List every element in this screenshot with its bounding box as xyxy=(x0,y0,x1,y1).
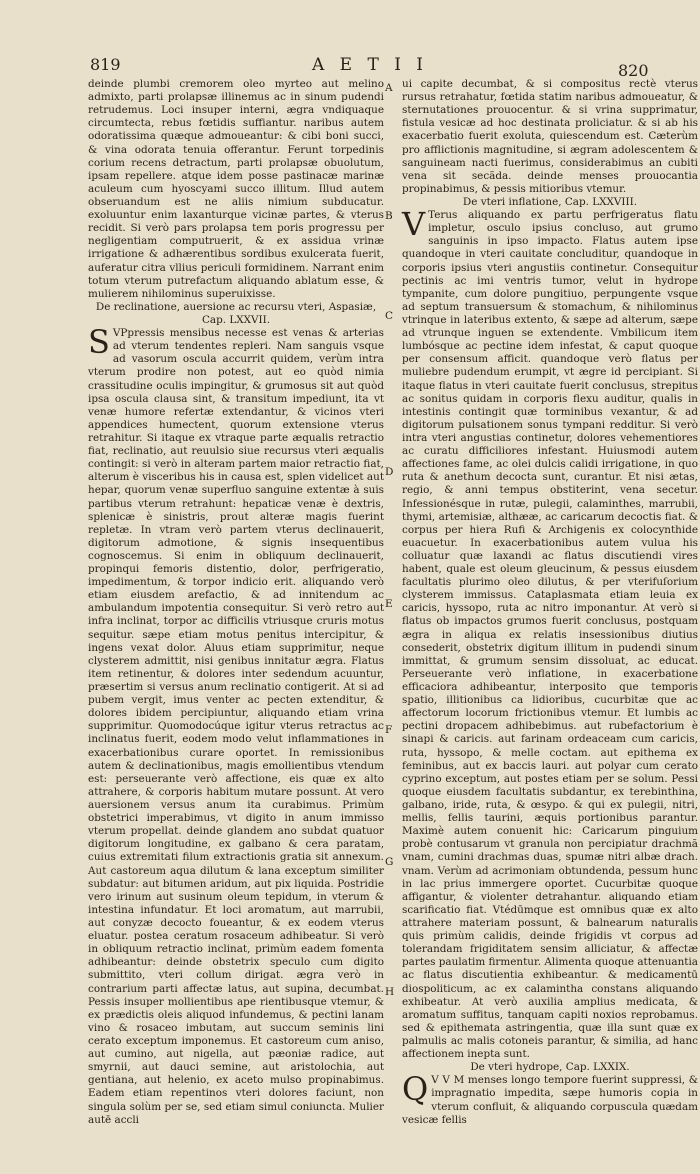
drop-cap: S xyxy=(88,323,110,362)
paragraph-text: V V M menses longo tempore fuerint suppressi, & impragnatio impedita, sæpe humoris copia in vterum confluit, & aliquando corpuscula quædam vesicæ fellis xyxy=(402,1074,698,1126)
page-number-left: 819 xyxy=(90,55,121,74)
left-column xyxy=(88,78,384,1127)
margin-letter: B xyxy=(385,210,393,222)
paragraph xyxy=(402,1070,698,1126)
paragraph xyxy=(402,205,698,1061)
margin-letter: A xyxy=(385,82,393,94)
paragraph: ui capite decumbat, & si compositus rectè vterus rursus retrahatur, fœtida statim naribus admoueatur, & sternutationes prouocentur. & si vrina supprimatur, fistula vesicæ ad hoc destinata proliciatur. & si ab his exacerbatio fuerit exoluta, quiescendum est. Cæterùm pro afflictionis magnitudine, si ægram adolescentem & sanguineam nacti fuerimus, considerabimus an cubiti vena sit secãda. deinde menses prouocantia propinabimus, & pessis mitioribus vtemur. xyxy=(402,78,698,195)
running-title: A E T I I xyxy=(311,55,429,75)
margin-letter: G xyxy=(385,856,394,868)
paragraph xyxy=(88,323,384,1127)
right-column xyxy=(402,78,698,1127)
margin-letter: C xyxy=(385,310,394,322)
margin-letter: H xyxy=(385,986,395,998)
paragraph-text: VPpressis mensibus necesse est venas & arterias ad vterum tendentes repleri. Nam sanguis vsque ad vasorum osculа accurrit quidem, verùm intra vterum prodire non potest, aut eo quòd nimia crassitudine oculis impingitur, & grumosus sit aut quòd ipsa oscula clausa sint, & transitum impediunt, ita vt venæ humore refertæ extendantur, & vicinos vteri appendices humectent, quorum extensione vterus retrahitur. Si itaque ex vtraque parte æqualis retractio fiat, reclinatio, aut reuulsio siue recursus vteri æqualis contingit: si verò in alteram partem maior retractio fiat, alterum è visceribus his in causa est, splen videlicet aut hepar, quorum venæ superfluo sanguine extentæ à suis partibus vterum retrahunt: hepaticæ venæ è dextris, splenicæ è sinistris, prout alteræ magis fuerint repletæ. In vtram verò partem vterus declinauerit, digitorum admotione, & signis insequentibus cognoscemus. Si enim in obliquum declinauerit, propinqui femoris distentio, dolor, perfrigeratio, impedimentum, & torpor indicio erit. aliquando verò etiam eiusdem arefactio, & ad innitendum ac ambulandum impotentia consequitur. Si verò retro aut infra inclinat, torpor ac difficilis vtriusque cruris motus sequitur. sæpe etiam motus penitus intercipitur, & ingens vexat dolor. Aluus etiam supprimitur, neque clysterem admittit, nisi genibus innitatur ægra. Flatus item retinentur, & dolores inter sedendum acuuntur, præsertim si versus anum reclinatio contigerit. At si ad pubem vergit, imus venter ac pecten extenditur, & dolores ibidem percipiuntur, aliquando etiam vrina supprimitur. Quomodocúque igitur vterus retractus ac inclinatus fuerit, eodem modo velut inflammationes in exacerbationibus curare oportet. In remissionibus autem & declinationibus, magis emollientibus vtendum est: perseuerante verò affectione, eis quæ ex alto attrahere, & corporis habitum mutare possunt. At vero auersionem versus anum ita curabimus. Primùm obstetrici imperabimus, vt digito in anum immisso vterum propellat. deinde glandem ano subdat quatuor digitorum longitudine, ex galbano & cera paratam, cuius extremitati filum extractionis gratia sit annexum. Aut castoreum aqua dilutum & lana exceptum similiter subdatur: aut bitumen aridum, aut pix liquida. Postridie vero irinum aut susinum oleum tepidum, in vterum & intestina infundatur. Et loci aromatum, aut marrubii, aut conyzæ decocto foueantur, & ex eodem vterus eluatur. postea ceratum rosaceum adhibeatur. Si verò in obliquum retractio inclinat, primùm eadem fomenta adhibeantur: deinde obstetrix speculo cum digito submittito, vteri collum dirigat. ægra verò in contrarium parti affectæ latus, aut supina, decumbat. Pessis insuper mollientibus ape rientibusque vtemur, & ex prædictis oleis aliquod infundemus, & pectini lanam vino & rosaceo imbutam, aut succum seminis lini cerato exceptum imponemus. Et castoreum cum aniso, aut cumino, aut nigella, aut pæoniæ radice, aut smyrnii, aut dauci semine, aut aristolochia, aut gentiana, aut helenio, ex aceto mulso propinabimus. Eadem etiam repentinos vteri dolores faciunt, non singula solùm per se, sed etiam simul coniuncta. Mulier autē accli xyxy=(88,327,384,1126)
paragraph: deinde plumbi cremorem oleo myrteo aut melino admixto, parti prolapsæ illinemus ac in sinum pudendi retrudemus. Loci insuper interni, ægra vndiquaque circumtecta, rebus fœtidis suffiantur. naribus autem odoratissima quæque admoueantur: & cibi boni succi, & vina odorata tenuia offerantur. Ferunt torpedinis corium recens detractum, parti prolapsæ obuolutum, ipsam repellere. atque idem posse pastinacæ marinæ aculeum cum hyoscyami succo illitum. Illud autem obseruandum est ne aliis nimium subducatur. exoluuntur enim laxanturque vicinæ partes, & vterus recidit. Si verò pars prolapsa tem poris progressu per negligentiam computruerit, & ex assidua vrinæ irrigatione & adhærentibus sordibus exulcerata fuerit, auferatur citra vllius periculi formidinem. Narrant enim totum vterum putrefactum aliquando ablatum esse, & mulierem nihilominus superuixisse. xyxy=(88,78,384,300)
page-number-right: 820 xyxy=(618,61,649,80)
paragraph-text: Terus aliquando ex partu perfrigeratus flatu impletur, osculo ipsius concluso, aut grumo sanguinis in ipso impacto. Flatus autem ipse quandoque in vteri cauitate concluditur, quandoque in corporis ipsius vteri angustiis continetur. Consequitur pectinis ac imi ventris tumor, velut in hydrope tympanite, cum dolore pungitiuo, perpungente vsque ad septum transuersum & stomachum, & nihilominus vtrinque in lateribus extento, & sæpe ad alterum, sæpe ad vtrunque inguen se extendente. Vmbilicum item lumbósque ac pectine idem infestat, & caput quoque per consensum afficit. quandoque verò flatus per muliebre pudendum erumpit, vt ægre id percipiant. Si itaque flatus in vteri cauitate fuerit conclusus, strepitus ac sonitus quidam in corporis flexu auditur, qualis in intestinis contingit quæ torminibus vexantur, & ad digitorum pulsationem sonus tympani redditur. Si verò intra vteri angustias continetur, dolores vehementiores ac curatu difficiliores infestant. Huiusmodi autem affectiones fame, ac olei dulcis calidi irrigatione, in quo ruta & anethum decocta sunt, curantur. Et nisi ætas, regio, & anni tempus obstiterint, vena secetur. Infessionésque in rutæ, pulegii, calaminthes, marrubii, thymi, artemisiæ, althææ, ac caricarum decoctis fiat. & corpus per hiera Rufi & Archigenis ex colocynthide euacuetur. In exacerbationibus autem vulua his colluatur quæ laxandi ac flatus discutiendi vires habent, quale est oleum gleucinum, & pessus eiusdem facultatis plurimo oleo dilutus, & per vterifuſorium clysterem immissus. Cataplasmata etiam leuia ex caricis, hyssopo, ruta ac nitro imponantur. At verò si flatus ob impactos grumos fuerit conclusus, postquam ægra in aliqua ex relatis insessionibus diutius consederit, obstetrix digitum illitum in pudendi sinum immittat, & grumum sensim dissoluat, ac educat. Perseuerante verò inflatione, in exacerbatione efficaciora adhibeantur, interposito que temporis spatio, illitionibus ca lidioribus, cucurbitæ que ac affectorum locorum frictionibus vtemur. Et lumbis ac pectini dropacem adhibebimus. aut rubefactorium è sinapi & caricis. aut farinam ordeaceam cum caricis, ruta, hyssopo, & melle coctam. aut epithema ex feminibus, aut ex baccis lauri. aut polyar cum cerato cyprino exceptum, aut postes etiam per se solum. Pessi quoque eiusdem facultatis subdantur, ex terebinthina, galbano, iride, ruta, & œsypo. & qui ex pulegii, nitri, mellis, fellis taurini, æquis portionibus parantur. Maximè autem conuenit hic: Caricarum pinguium probè contusarum vt granula non percipiatur drachmã vnam, cumini drachmas duas, spumæ nitri albæ drach. vnam. Verùm ad acrimoniam obtundenda, pessum hunc in lac prius immergere oportet. Cucurbitæ quoque affigantur, & violenter detrahantur. aliquando etiam scarificatio fiat. Vtédūmque est omnibus quæ ex alto attrahere materiam possunt, & balnearum naturalis quis primùm calidis, deinde frigidis vt corpus ad tolerandam frigiditatem sensim alliciatur, & affectæ partes paulatim firmentur. Alimenta quoque attenuantia ac flatus discutientia exhibeantur. & medicamentū diospoliticum, ac ex calamintha constans aliquando exhibeatur. At verò auxilia amplius medicata, & aromatum suffitus, tanquam capiti noxios reprobamus. sed & epithemata astringentia, quæ illa sunt quæ ex palmulis ac malis cotoneis parantur, & similia, ad hanc affectionem inepta sunt. xyxy=(402,209,698,1061)
margin-letter: E xyxy=(385,598,393,610)
margin-letter: F xyxy=(385,724,393,736)
drop-cap: Q xyxy=(402,1070,429,1109)
chapter-heading: De vteri inflatione, Cap. LXXVIII. xyxy=(462,195,638,208)
drop-cap: V xyxy=(402,205,426,244)
margin-letter: D xyxy=(385,466,394,478)
chapter-heading: De reclinatione, auersione ac recursu vteri, Aspasiæ, Cap. LXXVII. xyxy=(95,300,377,326)
chapter-heading: De vteri hydrope, Cap. LXXIX. xyxy=(470,1061,630,1074)
